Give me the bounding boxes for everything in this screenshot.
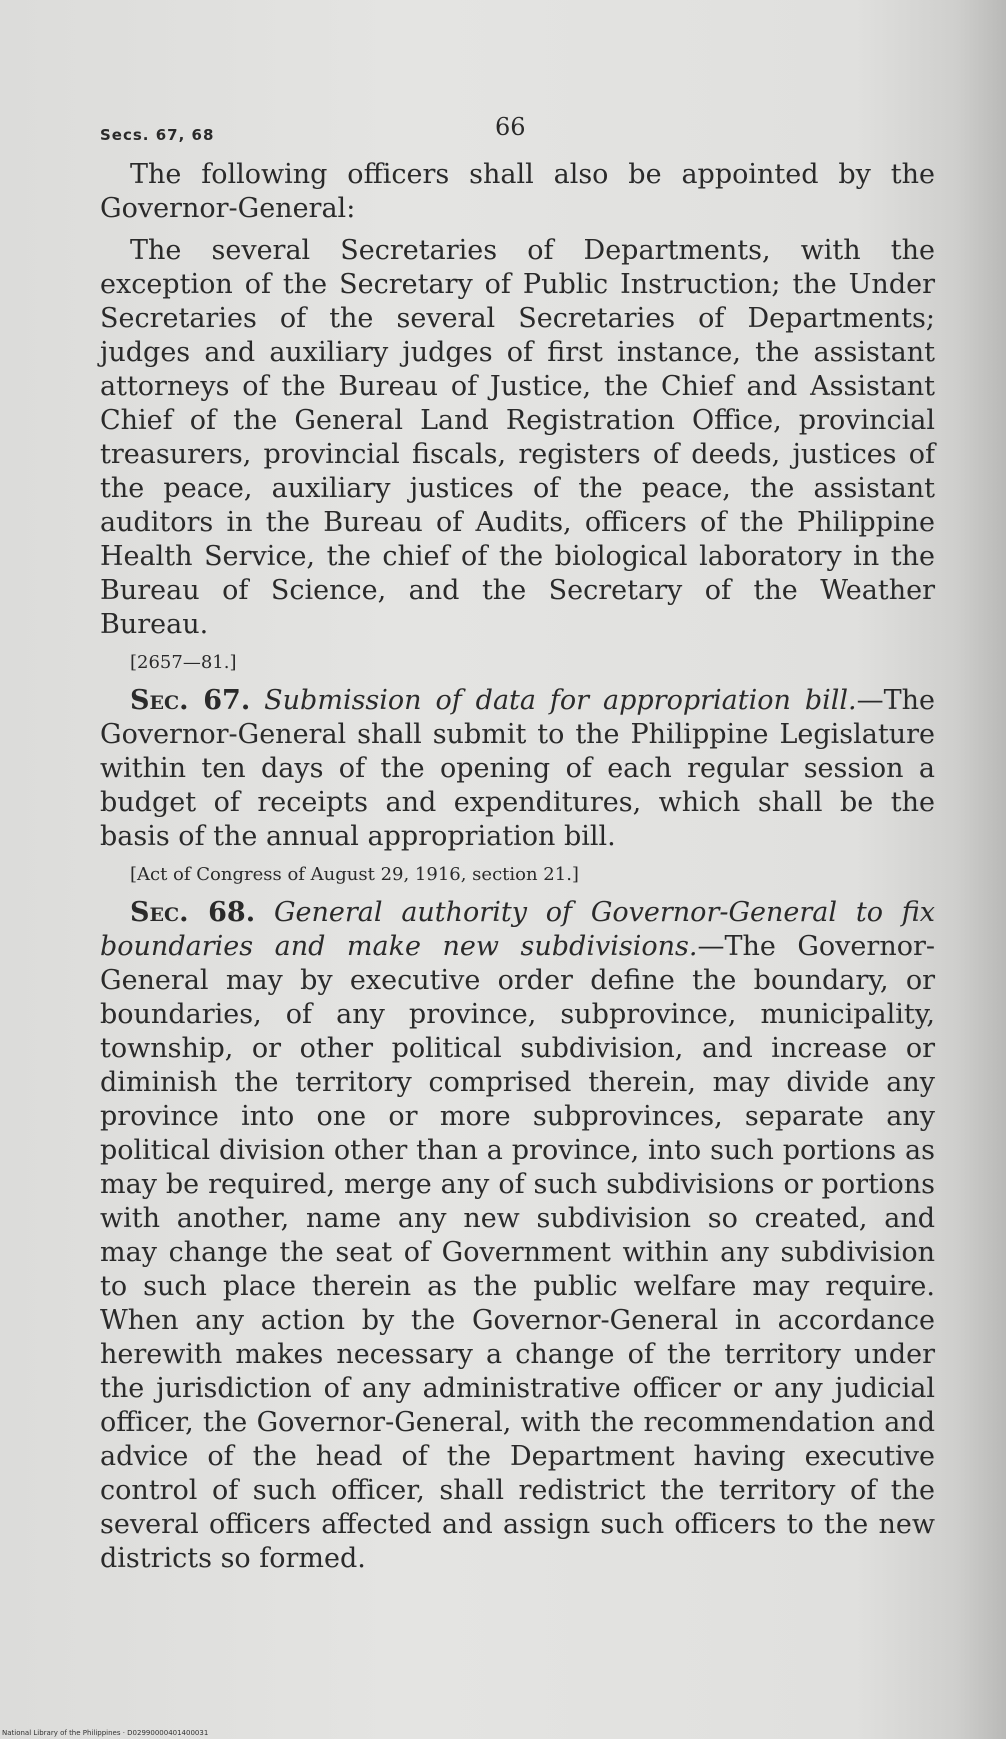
section-reference: Secs. 67, 68 (100, 126, 215, 144)
section-68-body: —The Governor-General may by executive order define the boundary, or boundaries, of any province, subprovince, municipality, township, or other political subdivision, and increase or diminish the territory comprised therein, may divide any province into one or more subprovinces, separate any political division other than a province, into such portions as may be required, merge any of such subdivisions or portions with another, name any new subdivision so created, and may change the seat of Government within any subdivision to such place therein as the public welfare may require. When any action by the Governor-General in accordance herewith makes necessary a change of the territory under the jurisdiction of any administrative officer or any judicial officer, the Governor-General, with the recommendation and advice of the head of the Department having executive control of such officer, shall redistrict the territory of the several officers affected and assign such officers to the new districts so formed. (100, 931, 935, 1574)
section-67 (100, 684, 935, 854)
intro-lead: The following officers shall also be appointed by the Governor-General: (100, 159, 935, 224)
document-page (100, 110, 935, 1584)
section-67-citation: [Act of Congress of August 29, 1916, section 21.] (130, 864, 579, 885)
section-68-title: General authority of Governor-General to fix boundaries and make new subdivisions. (100, 897, 935, 962)
archive-footer: National Library of the Philippines · D02990000401400031 (2, 1729, 209, 1737)
section-68-label: Sec. 68. (130, 897, 256, 928)
section-67-label: Sec. 67. (130, 685, 251, 716)
page-header (100, 110, 935, 158)
page-number: 66 (495, 113, 526, 141)
section-67-body: —The Governor-General shall submit to the Philippine Legislature within ten days of the opening of each regular session a budget of receipts and expenditures, which shall be the basis of the annual appropriation bill. (100, 685, 935, 852)
intro-citation: [2657—81.] (130, 652, 237, 673)
intro-officer-list: The several Secretaries of Departments, with the exception of the Secretary of Public Instruction; the Under Secretaries of the several Secretaries of Departments; judges and auxiliary judges of first instance, the assistant attorneys of the Bureau of Justice, the Chief and Assistant Chief of the General Land Registration Office, provincial treasurers, provincial fiscals, registers of deeds, justices of the peace, auxiliary justices of the peace, the assistant auditors in the Bureau of Audits, officers of the Philippine Health Service, the chief of the biological laboratory in the Bureau of Science, and the Secretary of the Weather Bureau. (100, 235, 935, 640)
section-68 (100, 896, 935, 1576)
section-67-title: Submission of data for appropriation bill. (264, 685, 857, 716)
